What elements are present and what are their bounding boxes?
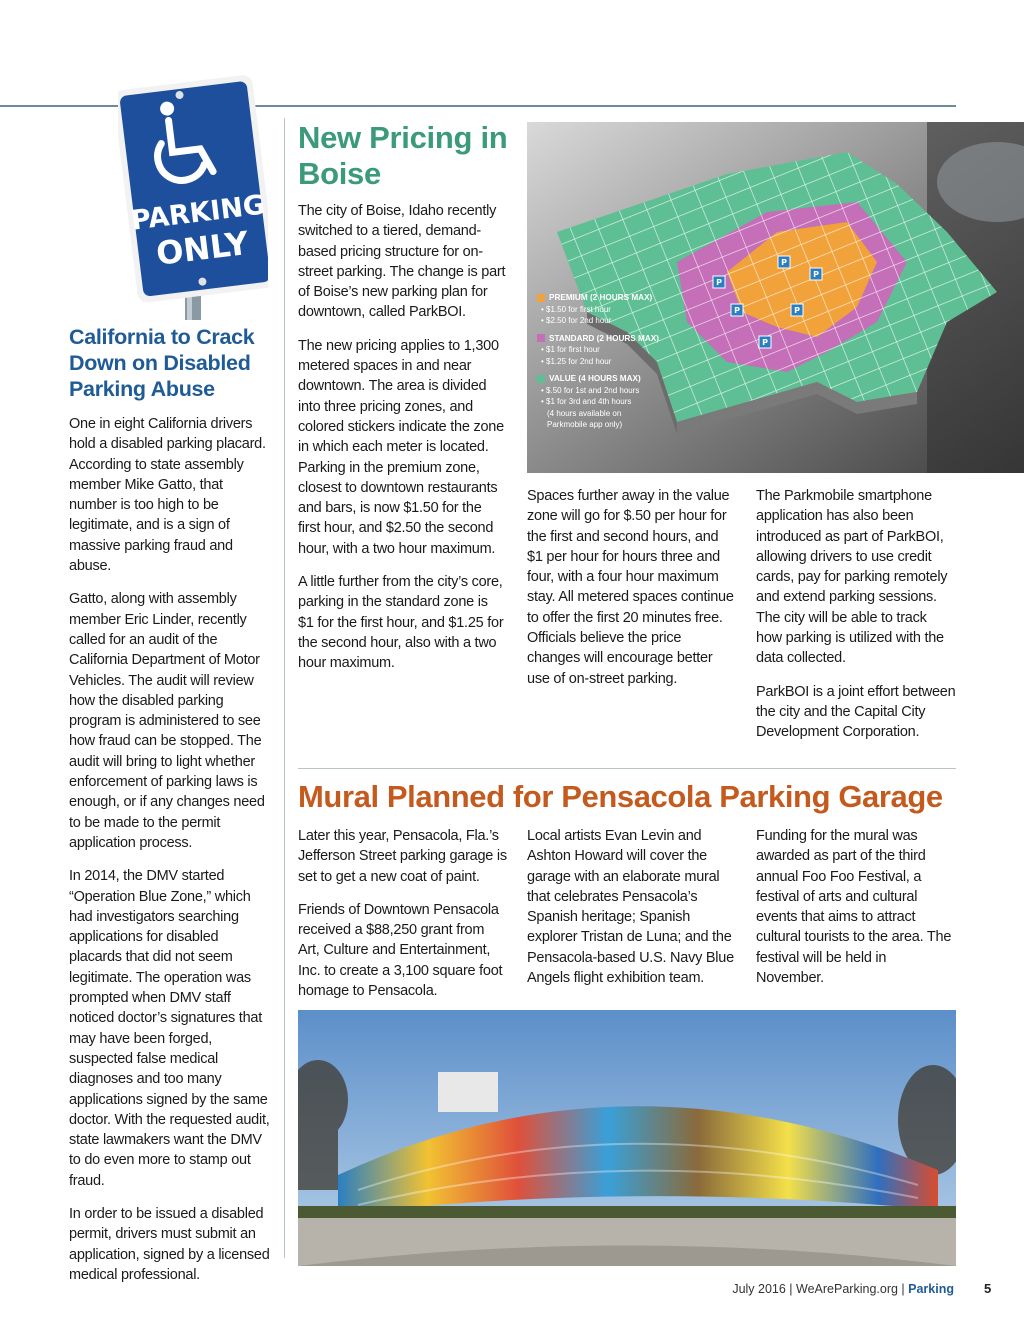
sign-text-parking: PARKING xyxy=(129,189,267,237)
disabled-parking-sign-image xyxy=(118,70,268,320)
legend-item: • $.50 for 1st and 2nd hours xyxy=(541,385,640,395)
standard-swatch xyxy=(537,334,545,342)
boise-article-column-2 xyxy=(527,486,735,702)
paragraph: In order to be issued a disabled permit, drivers must submit an application, signed by a licensed medical professional. xyxy=(69,1205,270,1283)
footer-text: July 2016 | WeAreParking.org | xyxy=(732,1282,905,1296)
parking-marker: P xyxy=(734,306,740,315)
legend-title: STANDARD (2 HOURS MAX) xyxy=(549,333,659,343)
paragraph: The Parkmobile smartphone application has also been introduced as part of ParkBOI, allowing drivers to use credit cards, pay for parking remotely and extend parking sessions. The city will be able to track how parking is utilized with the data collected. xyxy=(756,488,948,667)
paragraph: The new pricing applies to 1,300 metered spaces in and near downtown. The area is divided into three pricing zones, and colored stickers indicate the zone in which each meter is located. Parking in the premium zone, closest to downtown restaurants and bars, is now $1.50 for the first hour, and $2.50 the second hour, with a two hour maximum. xyxy=(298,337,504,557)
mural-article-column-1 xyxy=(298,826,508,1014)
sign-text-only: ONLY xyxy=(154,223,251,273)
legend-standard-heading xyxy=(537,333,707,345)
legend-item: • $1.25 for 2nd hour xyxy=(541,356,612,366)
mural-article-column-3 xyxy=(756,826,956,1001)
premium-swatch xyxy=(537,294,545,302)
paragraph: Local artists Evan Levin and Ashton Howard will cover the garage with an elaborate mural that celebrates Pensacola’s Spanish heritage; Spanish explorer Tristan de Luna; and the Pensacola-based U.S. Navy Blue Angels flight exhibition team. xyxy=(527,828,734,987)
legend-item: • $1.50 for first hour xyxy=(541,304,611,314)
section-divider xyxy=(298,768,956,769)
parking-marker: P xyxy=(762,338,768,347)
mural-photo-graphic xyxy=(298,1010,956,1266)
legend-item: (4 hours available on xyxy=(547,408,622,418)
mural-article-headline: Mural Planned for Pensacola Parking Garage xyxy=(298,779,943,814)
page-footer xyxy=(732,1282,954,1296)
paragraph: One in eight California drivers hold a disabled parking placard. According to state assembly member Mike Gatto, that number is too high to be legitimate, and is a sign of massive parking fraud and abuse. xyxy=(69,416,266,575)
paragraph: Funding for the mural was awarded as part of the third annual Foo Foo Festival, a festival of arts and cultural events that aims to attract cultural tourists to the area. The festival will be held in November. xyxy=(756,828,952,987)
paragraph: ParkBOI is a joint effort between the city and the Capital City Development Corporation. xyxy=(756,683,956,741)
legend-item: Parkmobile app only) xyxy=(547,420,623,429)
paragraph: A little further from the city’s core, parking in the standard zone is $1 for the first hour, and $1.25 for the second hour, also with a two hour maximum. xyxy=(298,574,504,672)
column-divider xyxy=(284,118,285,1258)
paragraph: Friends of Downtown Pensacola received a $88,250 grant from Art, Culture and Entertainment, Inc. to create a 3,100 square foot homage to Pensacola. xyxy=(298,901,503,1000)
map-legend xyxy=(537,292,707,431)
disabled-article-body xyxy=(69,414,273,1298)
legend-item: • $2.50 for 2nd hour xyxy=(541,316,612,325)
parking-marker: P xyxy=(716,278,722,287)
parking-marker: P xyxy=(781,258,787,267)
mural-article-column-2 xyxy=(527,826,735,1001)
legend-value-heading xyxy=(537,373,707,385)
paragraph: The city of Boise, Idaho recently switched to a tiered, demand-based pricing structure for on-street parking. The change is part of Boise’s new parking plan for downtown, called ParkBOI. xyxy=(298,203,506,321)
paragraph: Gatto, along with assembly member Eric Linder, recently called for an audit of the California Department of Motor Vehicles. The audit will review how the disabled parking program is administered to see how fraud can be stopped. The audit will bring to light whether enforcement of parking laws is enough, or if any changes need to be made to the permit application process. xyxy=(69,591,265,851)
legend-item: • $1 for 3rd and 4th hours xyxy=(541,397,632,406)
parking-marker: P xyxy=(813,270,819,279)
parking-marker: P xyxy=(794,306,800,315)
legend-title: VALUE (4 HOURS MAX) xyxy=(549,374,641,383)
paragraph: In 2014, the DMV started “Operation Blue Zone,” which had investigators searching applications for disabled placards that did not seem legitimate. The operation was prompted when DMV staff noticed doctor’s signatures that may have been forged, suspected false medical diagnoses and too many applications signed by the same doctor. With the requested audit, state lawmakers want the DMV to do even more to stamp out fraud. xyxy=(69,868,270,1189)
legend-item: • $1 for first hour xyxy=(541,345,600,354)
legend-premium-heading xyxy=(537,292,707,304)
boise-article-column-3 xyxy=(756,486,956,756)
page-number: 5 xyxy=(984,1281,992,1296)
footer-brand: Parking xyxy=(908,1282,954,1296)
value-swatch xyxy=(537,375,545,383)
boise-article-column-1 xyxy=(298,201,506,687)
paragraph: Spaces further away in the value zone will go for $.50 per hour for the first and second hours, and $1 per hour for hours three and four, with a four hour maximum stay. All metered spaces continue to offer the first 20 minutes free. Officials believe the price changes will encourage better use of on-street parking. xyxy=(527,488,734,687)
disabled-article-headline: California to Crack Down on Disabled Parking Abuse xyxy=(69,325,255,401)
boise-article-headline: New Pricing in Boise xyxy=(298,120,508,191)
legend-title: PREMIUM (2 HOURS MAX) xyxy=(549,293,653,302)
pensacola-garage-mural-photo xyxy=(298,1010,956,1266)
paragraph: Later this year, Pensacola, Fla.’s Jefferson Street parking garage is set to get a new coat of paint. xyxy=(298,828,507,885)
